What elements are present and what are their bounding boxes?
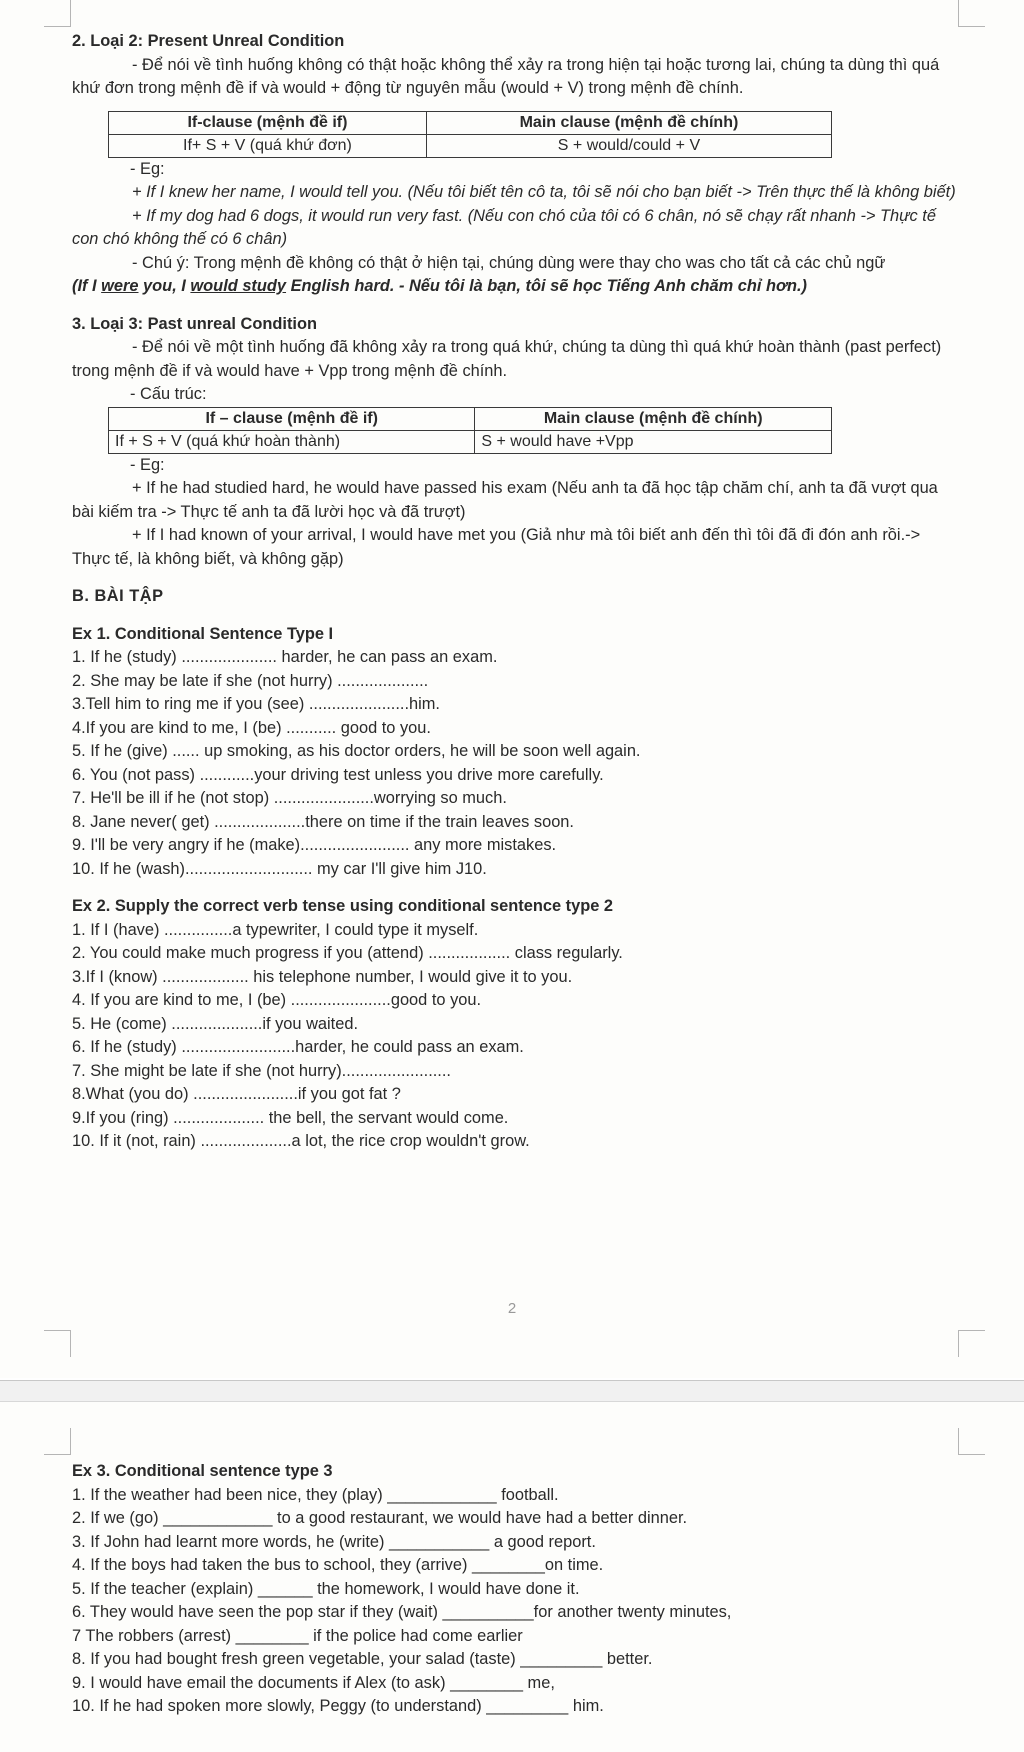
- document-page-2: [0, 1402, 1024, 1752]
- note-example: [72, 275, 962, 299]
- list-item: 5. He (come) ....................if you waited.: [72, 1014, 359, 1033]
- list-item: 5. If he (give) ...... up smoking, as his doctor orders, he will be soon well again.: [72, 742, 641, 760]
- list-item: 8.What (you do) .......................if you got fat ?: [72, 1085, 401, 1103]
- list-item: 8. If you had bought fresh green vegetable, your salad (taste) _________ better.: [72, 1650, 653, 1668]
- type3-heading: 3. Loại 3: Past unreal Condition: [72, 314, 317, 333]
- type2-note: - Chú ý: Trong mệnh đề không có thật ở hiện tại, chúng dùng were thay cho was cho tất cả các chủ ngữ: [132, 253, 886, 272]
- note-example-open: (If I: [72, 277, 102, 295]
- ex3-list: [72, 1484, 962, 1719]
- list-item: 10. If he (wash)............................ my car I'll give him J10.: [72, 859, 487, 878]
- table-cell: S + would have +Vpp: [475, 430, 832, 453]
- page-1-content: [72, 30, 962, 1154]
- list-item: 8. Jane never( get) ....................there on time if the train leaves soon.: [72, 812, 574, 831]
- page-corner-mark: [44, 0, 71, 27]
- list-item: 10. If he had spoken more slowly, Peggy (to understand) _________ him.: [72, 1697, 604, 1715]
- section-b-heading: B. BÀI TẬP: [72, 587, 164, 605]
- table-cell: If + S + V (quá khứ hoàn thành): [109, 430, 475, 453]
- list-item: 7. She might be late if she (not hurry)........................: [72, 1061, 451, 1080]
- ex1-title: Ex 1. Conditional Sentence Type I: [72, 624, 334, 643]
- list-item: 2. If we (go) ____________ to a good restaurant, we would have had a better dinner.: [72, 1509, 688, 1527]
- page-corner-mark: [958, 1330, 985, 1357]
- list-item: 9.If you (ring) .................... the bell, the servant would come.: [72, 1108, 509, 1127]
- example-sentence: + If he had studied hard, he would have passed his exam (Nếu anh ta đã học tập chăm chí, anh ta đã vượt qua bài kiếm tra -> Thực tế anh ta đã lười học và đã trượt): [72, 479, 938, 521]
- list-item: 3.If I (know) ................... his telephone number, I would give it to you.: [72, 967, 573, 986]
- list-item: 4. If you are kind to me, I (be) ......................good to you.: [72, 991, 482, 1009]
- ex3-title: Ex 3. Conditional sentence type 3: [72, 1462, 333, 1480]
- type2-heading: 2. Loại 2: Present Unreal Condition: [72, 32, 345, 50]
- ex2-title: Ex 2. Supply the correct verb tense using conditional sentence type 2: [72, 897, 614, 915]
- list-item: 9. I'll be very angry if he (make)........................ any more mistakes.: [72, 836, 557, 854]
- list-item: 3.Tell him to ring me if you (see) ......................him.: [72, 695, 440, 713]
- ex2-list: [72, 919, 962, 1154]
- page-corner-mark: [958, 1428, 985, 1455]
- page-number: 2: [507, 1300, 517, 1317]
- list-item: 1. If he (study) ..................... harder, he can pass an exam.: [72, 648, 498, 666]
- example-sentence: + If I had known of your arrival, I would have met you (Giả như mà tôi biết anh đến thì tôi đã đi đón anh rồi.-> Thực tế, là không biết, và không gặp): [72, 526, 921, 568]
- ex1-list: [72, 646, 962, 881]
- page-corner-mark: [44, 1428, 71, 1455]
- eg-label: - Eg:: [130, 159, 165, 178]
- list-item: 4. If the boys had taken the bus to school, they (arrive) ________on time.: [72, 1556, 604, 1574]
- list-item: 7. He'll be ill if he (not stop) ......................worrying so much.: [72, 789, 507, 807]
- list-item: 6. They would have seen the pop star if they (wait) __________for another twenty minutes,: [72, 1603, 732, 1621]
- list-item: 5. If the teacher (explain) ______ the homework, I would have done it.: [72, 1579, 580, 1598]
- type3-structure-table: [108, 407, 832, 454]
- type2-structure-table: [108, 111, 832, 158]
- note-example-mid: you, I: [138, 277, 191, 295]
- list-item: 6. You (not pass) ............your driving test unless you drive more carefully.: [72, 765, 604, 784]
- table-header: If-clause (mệnh đề if): [109, 111, 427, 134]
- example-sentence: + If I knew her name, I would tell you. (Nếu tôi biết tên cô ta, tôi sẽ nói cho bạn biết -> Trên thực thế là không biết): [132, 183, 956, 201]
- list-item: 4.If you are kind to me, I (be) ........... good to you.: [72, 718, 431, 737]
- note-example-were: were: [101, 277, 139, 295]
- list-item: 9. I would have email the documents if Alex (to ask) ________ me,: [72, 1673, 555, 1692]
- page-2-content: [72, 1460, 962, 1719]
- example-sentence: + If my dog had 6 dogs, it would run very fast. (Nếu con chó của tôi có 6 chân, nó sẽ chạy rất nhanh -> Thực tế con chó không thế có 6 chân): [72, 206, 936, 248]
- list-item: 1. If I (have) ...............a typewriter, I could type it myself.: [72, 920, 479, 939]
- eg-label: - Eg:: [130, 455, 165, 474]
- list-item: 1. If the weather had been nice, they (play) ____________ football.: [72, 1485, 559, 1504]
- list-item: 2. You could make much progress if you (attend) .................. class regularly.: [72, 944, 623, 962]
- table-header: If – clause (mệnh đề if): [109, 407, 475, 430]
- type2-intro: - Để nói về tình huống không có thật hoặc không thể xảy ra trong hiện tại hoặc tương lai, chúng ta dùng thì quá khứ đơn trong mệnh đề if và would + động từ nguyên mẫu (would + V) trong mệnh đề chính.: [72, 55, 940, 97]
- page-corner-mark: [958, 0, 985, 27]
- table-cell: S + would/could + V: [426, 134, 831, 157]
- list-item: 2. She may be late if she (not hurry) ....................: [72, 671, 429, 690]
- list-item: 7 The robbers (arrest) ________ if the police had come earlier: [72, 1626, 523, 1645]
- table-header: Main clause (mệnh đề chính): [475, 407, 832, 430]
- page-separator: [0, 1380, 1024, 1402]
- table-cell: If+ S + V (quá khứ đơn): [109, 134, 427, 157]
- note-example-would-study: would study: [190, 277, 287, 295]
- table-header: Main clause (mệnh đề chính): [426, 111, 831, 134]
- list-item: 10. If it (not, rain) ....................a lot, the rice crop wouldn't grow.: [72, 1132, 530, 1150]
- list-item: 6. If he (study) .........................harder, he could pass an exam.: [72, 1038, 524, 1056]
- page-corner-mark: [44, 1330, 71, 1357]
- list-item: 3. If John had learnt more words, he (write) ___________ a good report.: [72, 1532, 596, 1551]
- note-example-rest: English hard. - Nếu tôi là bạn, tôi sẽ học Tiếng Anh chăm chỉ hơn.): [286, 277, 808, 295]
- type3-intro: - Để nói về một tình huống đã không xảy ra trong quá khứ, chúng ta dùng thì quá khứ hoàn thành (past perfect) trong mệnh đề if và would have + Vpp trong mệnh đề chính.: [72, 338, 942, 380]
- structure-label: - Cấu trúc:: [130, 385, 207, 403]
